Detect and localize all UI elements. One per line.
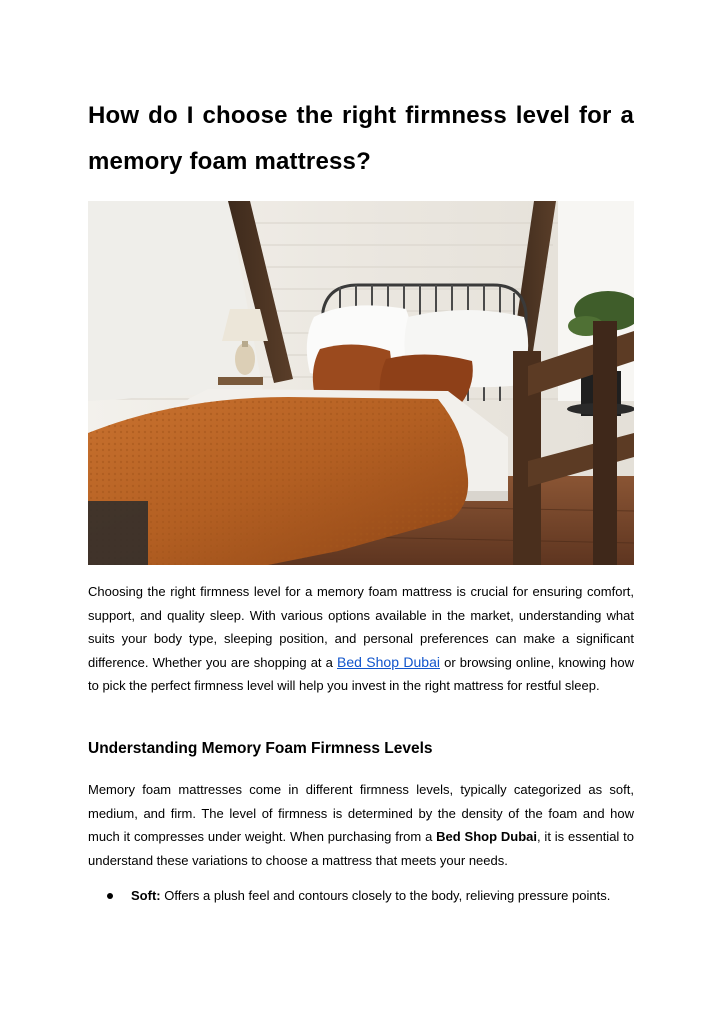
list-item-text: Offers a plush feel and contours closely to the body, relieving pressure points.: [160, 888, 611, 903]
intro-paragraph: [88, 580, 634, 698]
intro-text-part1: Choosing the right firmness level for a memory foam mattress is crucial for ensuring comfort, support, and quality sleep. With various options available in the market, understanding what suits your body type, sleeping position, and personal preferences can make a significant difference. Whether you are shopping at a: [88, 584, 634, 670]
section-text-bold: Bed Shop Dubai: [436, 829, 537, 845]
firmness-list: [88, 886, 634, 906]
list-item-label: Soft:: [131, 888, 161, 903]
section-heading: Understanding Memory Foam Firmness Levels: [88, 740, 433, 757]
intro-text-part2: or browsing online, knowing how to pick the perfect firmness level will help you invest in the right mattress for restful sleep.: [88, 654, 634, 694]
list-item: [88, 886, 634, 906]
article-title: How do I choose the right firmness level for a memory foam mattress?: [88, 102, 634, 175]
bedroom-photo: [88, 201, 634, 565]
section-text-part1: Memory foam mattresses come in different firmness levels, typically categorized as soft, medium, and firm. The level of firmness is determined by the density of the foam and how much it compresses under weight. When purchasing from a: [88, 782, 634, 845]
section-paragraph: [88, 778, 634, 872]
bed-shop-dubai-link[interactable]: Bed Shop Dubai: [337, 653, 440, 670]
section-text-part2: , it is essential to understand these variations to choose a mattress that meets your needs.: [88, 829, 634, 868]
bullet-icon: [107, 893, 113, 899]
